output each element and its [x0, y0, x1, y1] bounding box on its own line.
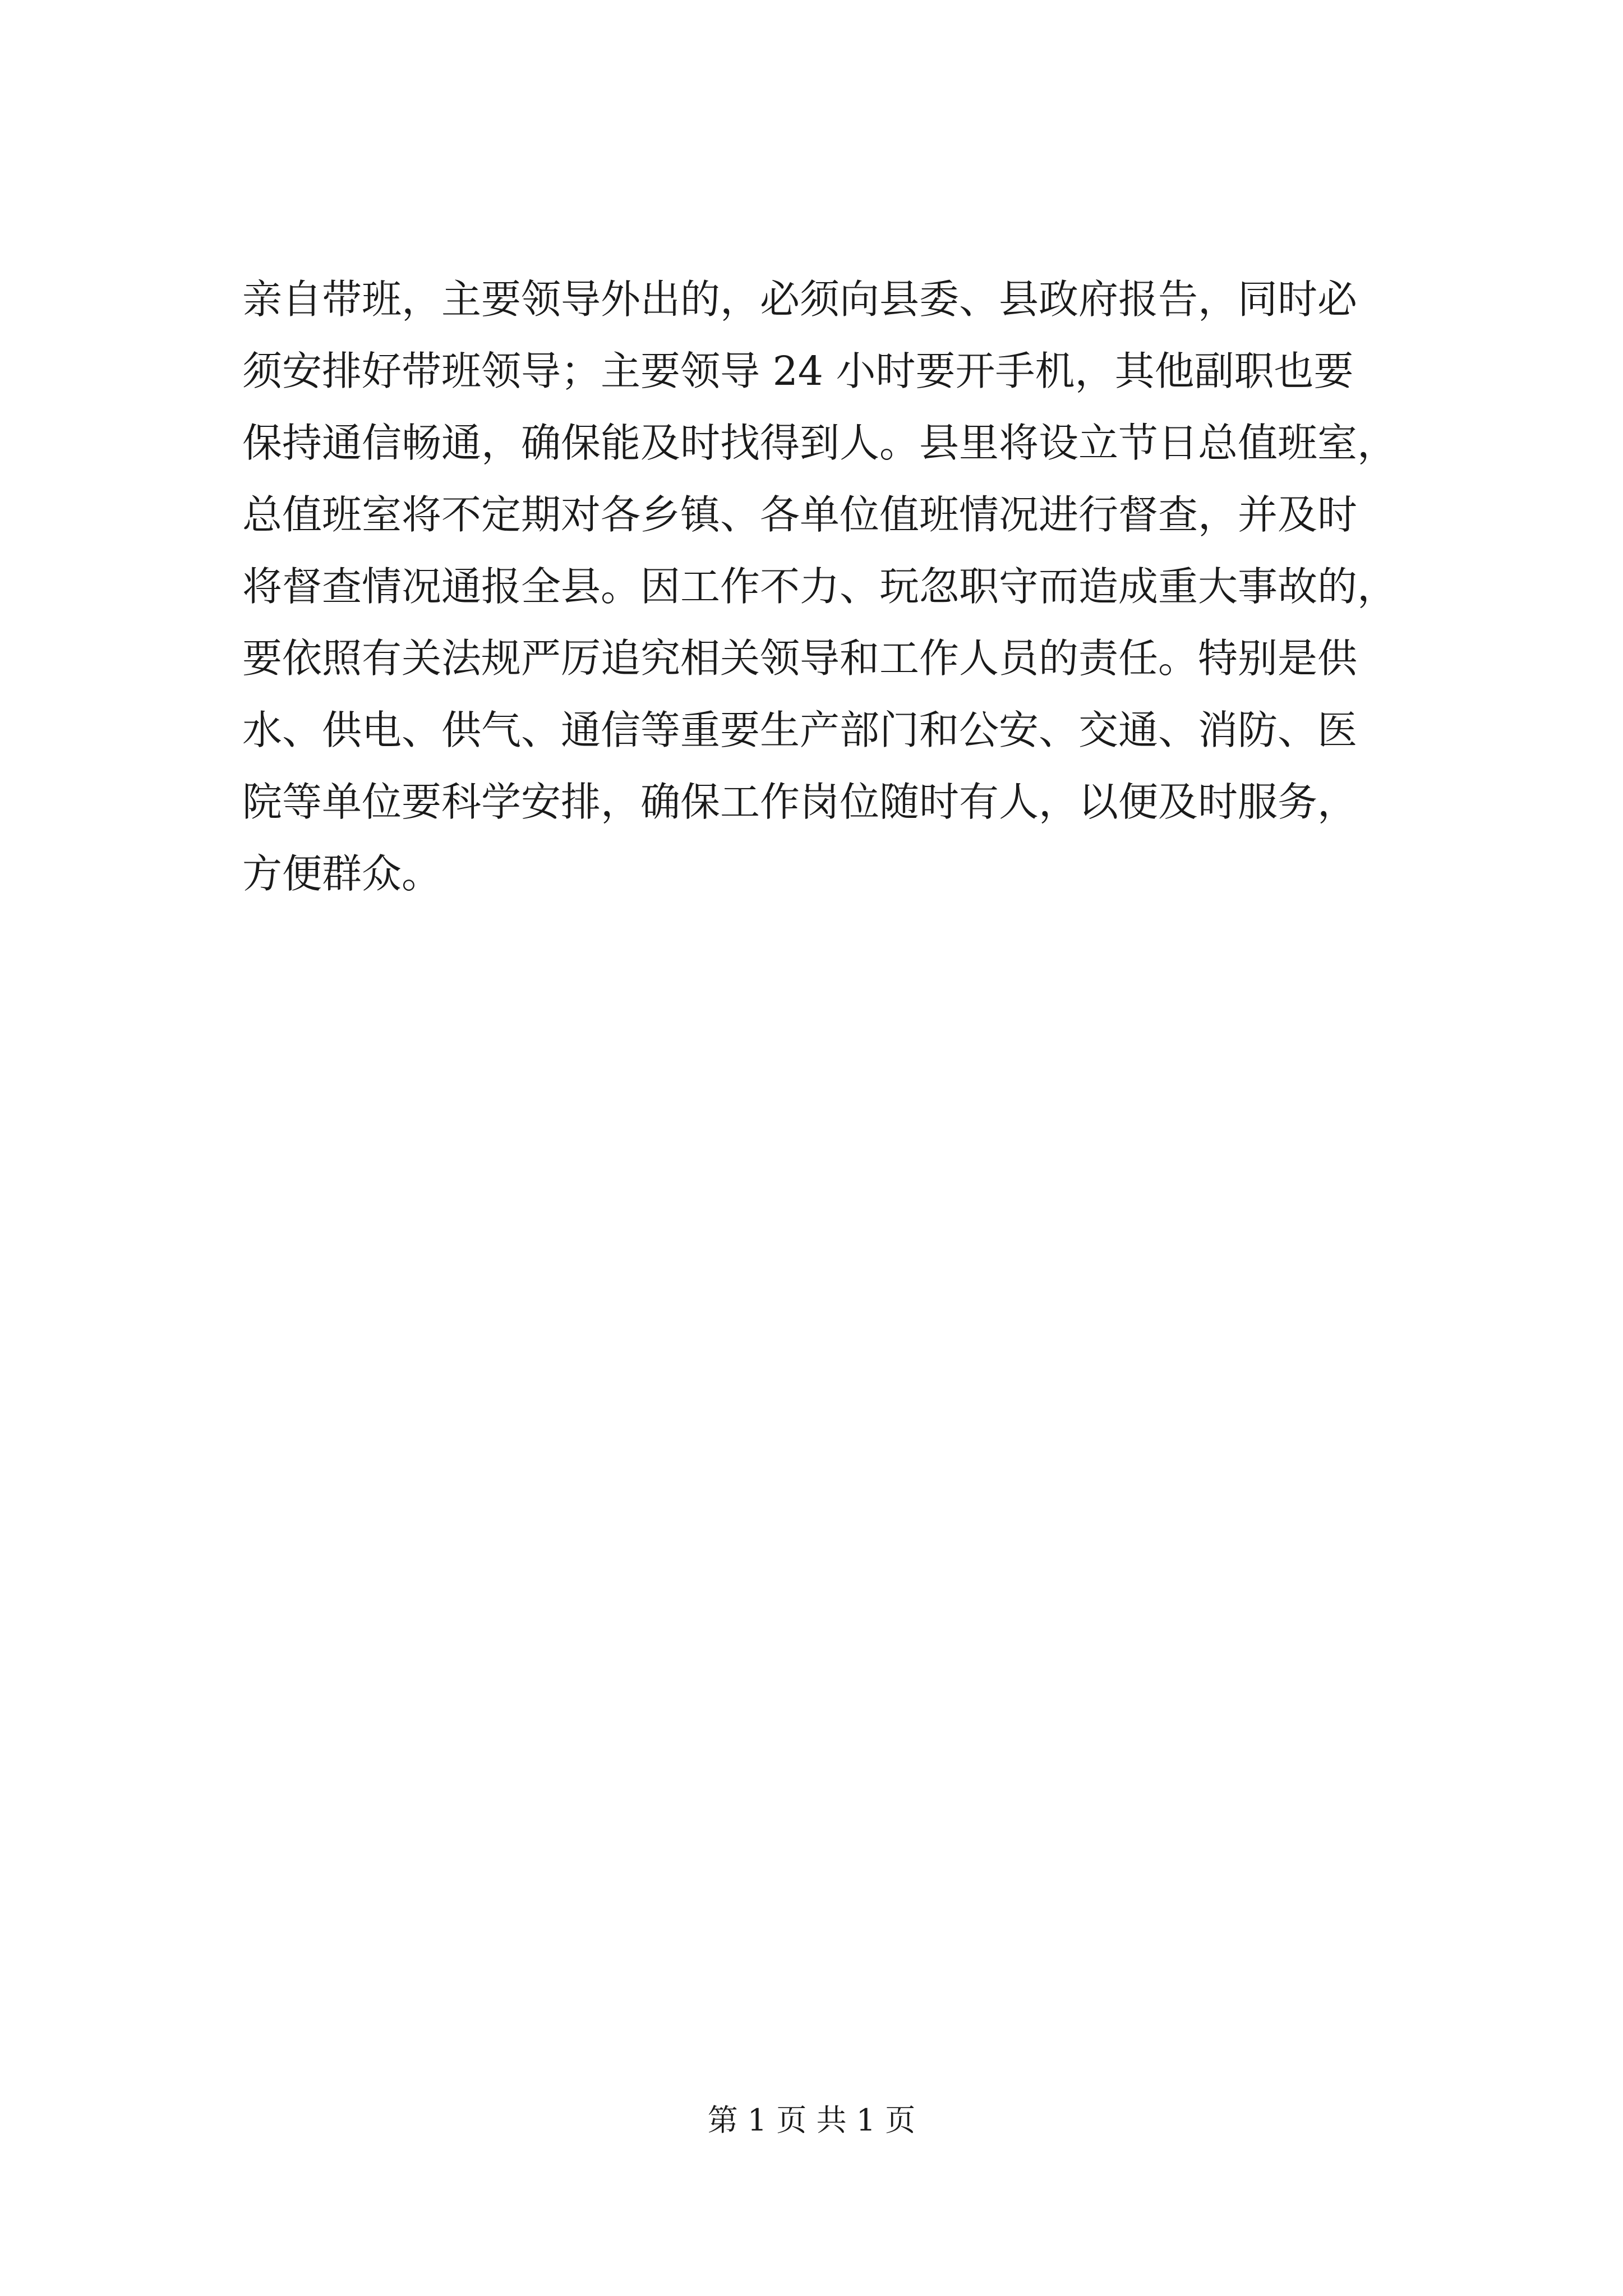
- page-footer: 第 1 页 共 1 页: [707, 2102, 916, 2138]
- text-line: 须安排好带班领导；主要领导 24 小时要开手机，其他副职也要: [242, 348, 1354, 394]
- text-line: 总值班室将不定期对各乡镇、各单位值班情况进行督查，并及时: [242, 491, 1358, 538]
- text-line: 要依照有关法规严厉追究相关领导和工作人员的责任。特别是供: [242, 635, 1358, 682]
- body-paragraph: [242, 264, 1431, 910]
- text-line: 方便群众。: [242, 850, 442, 897]
- text-line: 亲自带班，主要领导外出的，必须向县委、县政府报告，同时必: [242, 276, 1358, 323]
- text-line: 保持通信畅通，确保能及时找得到人。县里将设立节日总值班室，: [242, 420, 1398, 466]
- text-line: 院等单位要科学安排，确保工作岗位随时有人，以便及时服务，: [242, 779, 1358, 825]
- text-line: 水、供电、供气、通信等重要生产部门和公安、交通、消防、医: [242, 707, 1358, 753]
- text-line: 将督查情况通报全县。因工作不力、玩忽职守而造成重大事故的，: [242, 563, 1398, 610]
